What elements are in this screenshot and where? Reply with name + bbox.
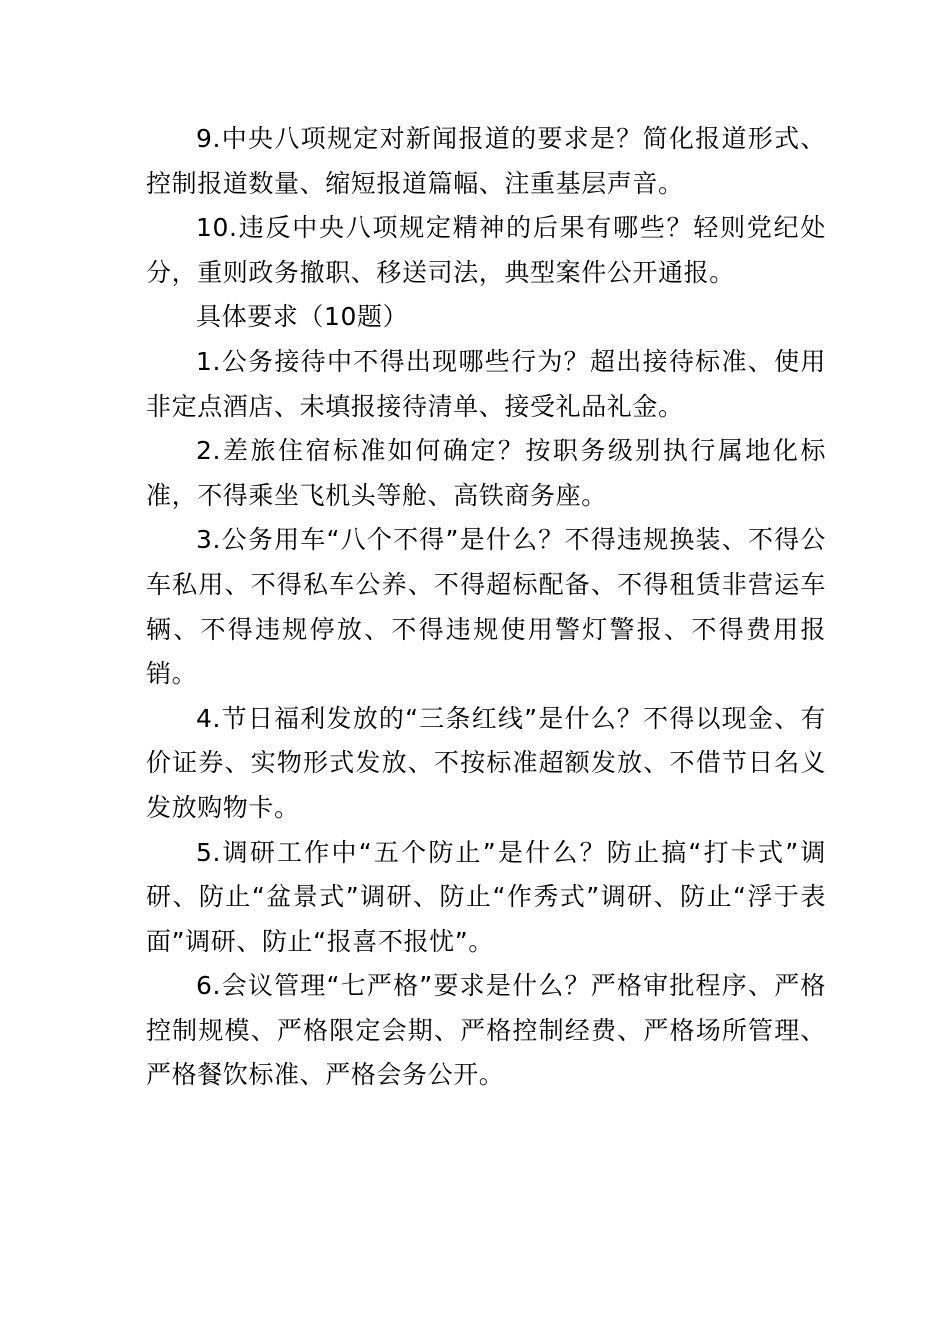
paragraph-requirement-4: 4.节日福利发放的“三条红线”是什么？不得以现金、有价证券、实物形式发放、不按标准超额发放、不借节日名义发放购物卡。 [146, 703, 826, 822]
section-heading-specific-requirements: 具体要求（10题） [196, 302, 409, 332]
paragraph-requirement-5: 5.调研工作中“五个防止”是什么？防止搞“打卡式”调研、防止“盆景式”调研、防止“作秀式”调研、防止“浮于表面”调研、防止“报喜不报忧”。 [146, 837, 826, 956]
paragraph-requirement-2: 2.差旅住宿标准如何确定？按职务级别执行属地化标准，不得乘坐飞机头等舱、高铁商务座。 [146, 436, 826, 510]
paragraph-question-10: 10.违反中央八项规定精神的后果有哪些？轻则党纪处分，重则政务撤职、移送司法，典型案件公开通报。 [146, 213, 826, 287]
paragraph-requirement-1: 1.公务接待中不得出现哪些行为？超出接待标准、使用非定点酒店、未填报接待清单、接受礼品礼金。 [146, 346, 826, 421]
document-body [146, 117, 826, 1098]
paragraph-requirement-6: 6.会议管理“七严格”要求是什么？严格审批程序、严格控制规模、严格限定会期、严格控制经费、严格场所管理、严格餐饮标准、严格会务公开。 [146, 971, 826, 1090]
paragraph-question-9: 9.中央八项规定对新闻报道的要求是？简化报道形式、控制报道数量、缩短报道篇幅、注重基层声音。 [146, 124, 826, 198]
paragraph-requirement-3: 3.公务用车“八个不得”是什么？不得违规换装、不得公车私用、不得私车公养、不得超标配备、不得租赁非营运车辆、不得违规停放、不得违规使用警灯警报、不得费用报销。 [146, 525, 826, 689]
